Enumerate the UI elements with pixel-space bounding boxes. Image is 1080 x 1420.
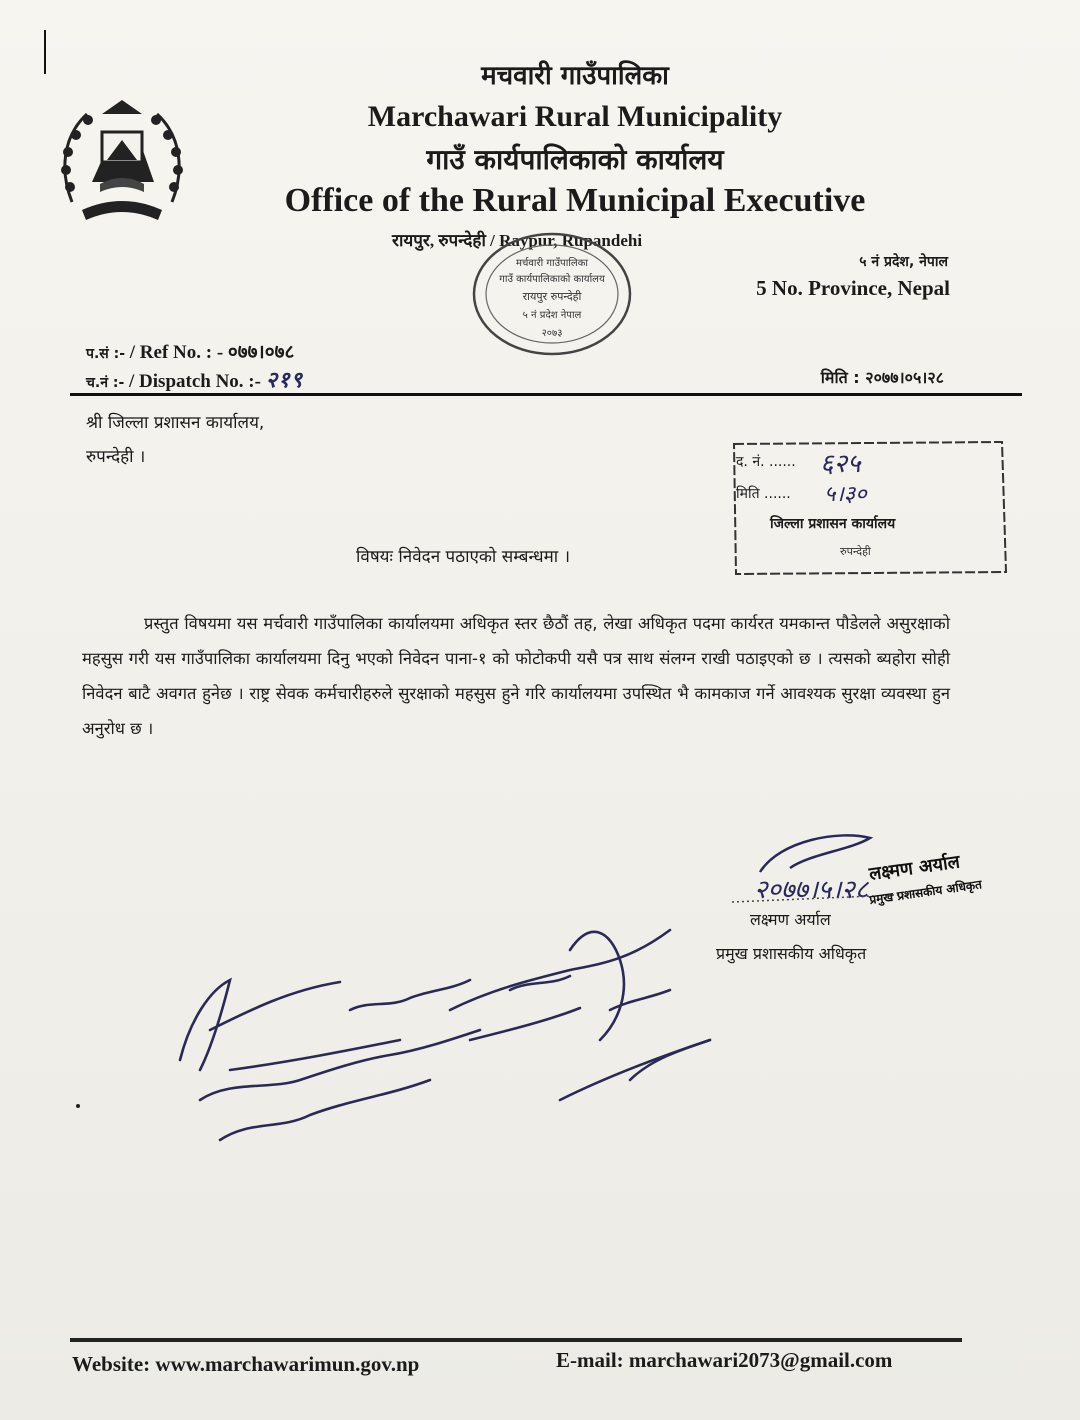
date-label: मिति : [820, 368, 860, 387]
ref-label-nepali: प.सं :- [86, 346, 126, 362]
office-seal-stamp [462, 228, 642, 358]
recipient-line-2: रुपन्देही । [86, 447, 146, 467]
seal-line-5: २०७३ [541, 328, 563, 339]
date-value: २०७७।०५।२८ [865, 368, 944, 387]
municipality-name-nepali: मचवारी गाउँपालिका [481, 61, 669, 91]
official-stamp-name: लक्ष्मण अर्याल [867, 851, 962, 885]
dispatch-label-nepali: च.नं :- [86, 375, 125, 391]
ref-value: ०७७।०७८ [227, 342, 295, 363]
received-reg-label: द. नं. ...... [736, 454, 796, 470]
handwritten-sign-date: २०७७।५।२८ [754, 875, 869, 905]
received-date-value: ५।३० [824, 482, 867, 507]
dispatch-number [86, 364, 303, 394]
footer-website: Website: www.marchawarimun.gov.np [72, 1352, 420, 1376]
signatory-name: लक्ष्मण अर्याल [750, 910, 831, 929]
edge-mark [44, 30, 46, 74]
seal-line-3: रायपुर रुपन्देही [522, 290, 582, 303]
nepal-emblem-icon [52, 92, 192, 232]
reference-number [86, 338, 294, 364]
province-nepali: ५ नं प्रदेश, नेपाल [859, 254, 948, 270]
seal-line-4: ५ नं प्रदेश नेपाल [522, 310, 582, 321]
office-address: रायपुर, रुपन्देही / Raypur, Rupandehi [392, 231, 643, 250]
letter-subject: विषयः निवेदन पठाएको सम्बन्धमा । [356, 547, 571, 567]
recipient-line-1: श्री जिल्ला प्रशासन कार्यालय, [86, 413, 265, 433]
footer-email: E-mail: marchawari2073@gmail.com [556, 1348, 893, 1372]
seal-line-1: मर्चवारी गाउँपालिका [516, 258, 588, 269]
municipality-name-english: Marchawari Rural Municipality [367, 100, 783, 133]
received-stamp [732, 440, 1008, 576]
office-name-nepali: गाउँ कार्यपालिकाको कार्यालय [426, 143, 724, 176]
received-district: रुपन्देही [840, 545, 871, 558]
dispatch-value: २१९ [265, 367, 304, 393]
received-office: जिल्ला प्रशासन कार्यालय [770, 516, 896, 532]
footer-divider [70, 1338, 962, 1342]
letter-body: प्रस्तुत विषयमा यस मर्चवारी गाउँपालिका कार्यालयमा अधिकृत स्तर छैठौं तह, लेखा अधिकृत पदमा कार्यरत यमकान्त पौडेलले असुरक्षाको महसुस गरी यस गाउँपालिका कार्यालयमा दिनु भएको निवेदन पाना-१ को फोटोकपी यसै पत्र साथ संलग्न राखी पठाइएको छ । त्यसको ब्यहोरा सोही निवेदन बाटै अवगत हुनेछ । राष्ट्र सेवक कर्मचारीहरुले सुरक्षाको महसुस हुने गरि कार्यालयमा उपस्थित भै कामकाज गर्ने आवश्यक सुरक्षा व्यवस्था हुन अनुरोध छ । [82, 614, 950, 738]
received-reg-value: ६२५ [820, 449, 861, 479]
seal-line-2: गाउँ कार्यपालिकाको कार्यालय [499, 274, 605, 285]
ref-label-english: / Ref No. : - [129, 342, 224, 363]
received-date-label: मिति ...... [736, 486, 791, 502]
letter-date [821, 366, 944, 388]
province-english: 5 No. Province, Nepal [756, 276, 950, 300]
official-stamp-title: प्रमुख प्रशासकीय अधिकृत [868, 877, 983, 907]
dispatch-label-english: / Dispatch No. :- [129, 371, 261, 392]
header-divider [70, 393, 1022, 396]
signatory-designation: प्रमुख प्रशासकीय अधिकृत [716, 944, 867, 963]
ink-dot [76, 1104, 80, 1108]
office-name-english: Office of the Rural Municipal Executive [284, 182, 866, 219]
handwritten-notes-scribble [150, 890, 750, 1170]
